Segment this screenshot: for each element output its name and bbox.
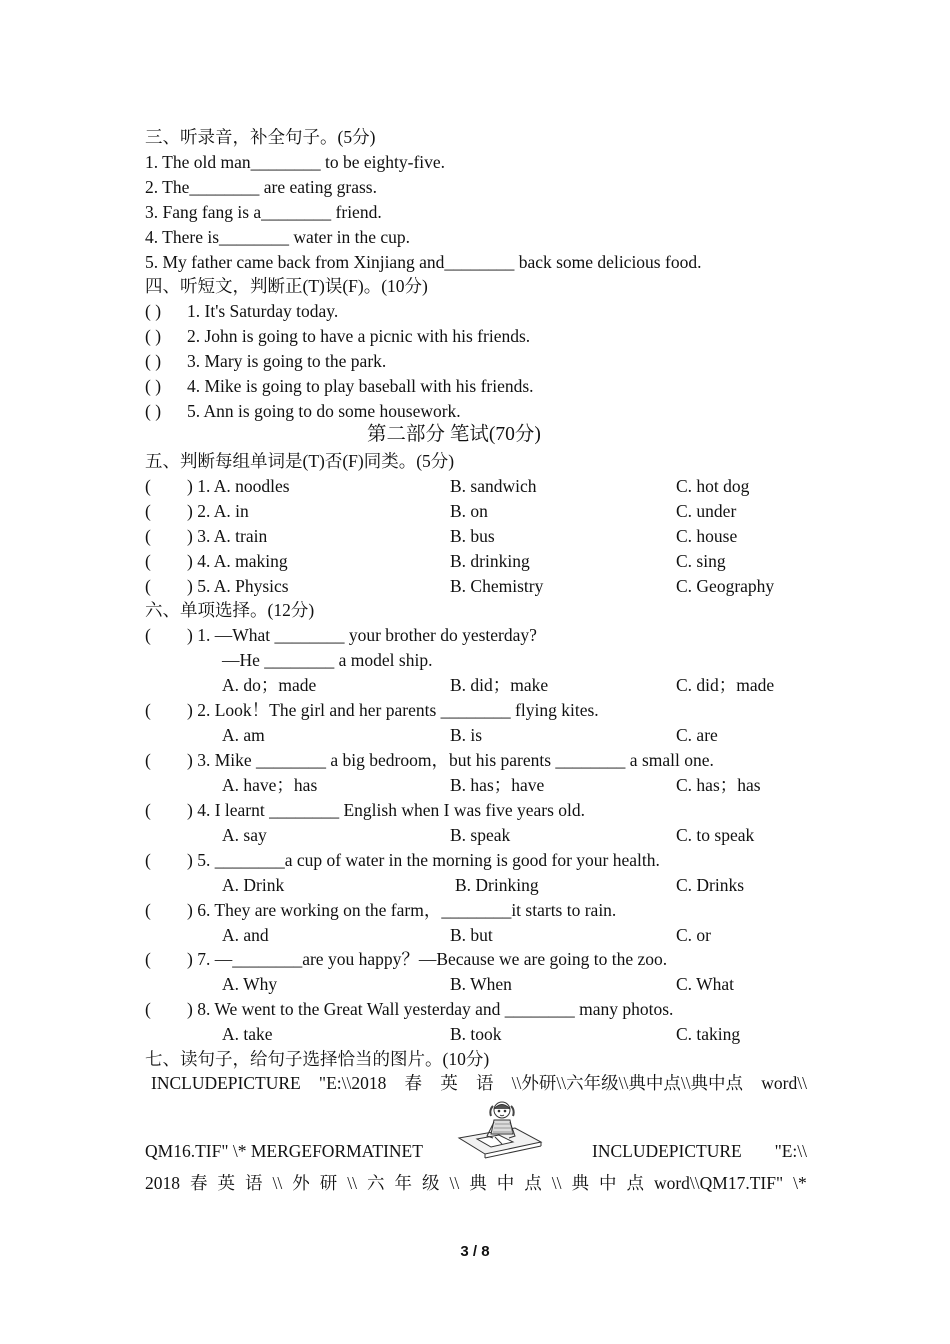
field-token: \\ bbox=[551, 1173, 562, 1193]
field-token: 中 bbox=[496, 1173, 515, 1193]
answer-paren: ( bbox=[145, 700, 151, 720]
field-token: 外 bbox=[292, 1173, 310, 1193]
answer-paren: ( ) bbox=[145, 351, 162, 371]
answer-paren: ( bbox=[145, 999, 151, 1019]
field-token: 年 bbox=[394, 1173, 412, 1193]
option-a: A. Why bbox=[222, 974, 278, 994]
option-c: C. Geography bbox=[676, 576, 775, 596]
option-a: ) 5. A. Physics bbox=[187, 576, 289, 596]
section3-item: 5. My father came back from Xinjiang and________ back some delicious food. bbox=[145, 252, 702, 272]
option-c: C. to speak bbox=[676, 825, 755, 845]
field-token: \\ bbox=[347, 1173, 357, 1193]
option-a: ) 2. A. in bbox=[187, 501, 249, 521]
option-b: B. drinking bbox=[450, 551, 530, 571]
field-token: 点 bbox=[626, 1173, 644, 1193]
field-code-line bbox=[151, 1071, 807, 1095]
section6-heading: 六、单项选择。(12分) bbox=[145, 600, 315, 620]
field-token: 研 bbox=[319, 1173, 338, 1193]
stem-text: ) 7. —________are you happy？—Because we are going to the zoo. bbox=[187, 949, 668, 969]
stem-text: ) 8. We went to the Great Wall yesterday and ________ many photos. bbox=[187, 999, 674, 1019]
option-a: ) 4. A. making bbox=[187, 551, 288, 571]
answer-paren: ( bbox=[145, 750, 151, 770]
item-text: 1. It's Saturday today. bbox=[187, 301, 339, 321]
stem-text: ) 2. Look！The girl and her parents ________ flying kites. bbox=[187, 700, 599, 720]
option-b: B. is bbox=[450, 725, 483, 745]
field-token: 典 bbox=[571, 1173, 589, 1193]
answer-paren: ( bbox=[145, 625, 151, 645]
stem-text: —He ________ a model ship. bbox=[222, 650, 433, 670]
option-b: B. Chemistry bbox=[450, 576, 544, 596]
section5-heading: 五、判断每组单词是(T)否(F)同类。(5分) bbox=[145, 451, 455, 471]
option-c: C. or bbox=[676, 925, 711, 945]
answer-paren: ( ) bbox=[145, 301, 162, 321]
option-c: C. under bbox=[676, 501, 737, 521]
stem-text: ) 4. I learnt ________ English when I was five years old. bbox=[187, 800, 586, 820]
answer-paren: ( ) bbox=[145, 376, 162, 396]
option-c: C. has；has bbox=[676, 775, 761, 795]
option-c: C. house bbox=[676, 526, 738, 546]
answer-paren: ( bbox=[145, 576, 151, 596]
answer-paren: ( bbox=[145, 526, 151, 546]
option-b: B. took bbox=[450, 1024, 502, 1044]
field-code-right bbox=[592, 1139, 807, 1163]
option-b: B. did；make bbox=[450, 675, 549, 695]
section3-item: 2. The________ are eating grass. bbox=[145, 177, 377, 197]
option-c: C. hot dog bbox=[676, 476, 750, 496]
field-token: 点 bbox=[524, 1173, 542, 1193]
field-token: 语 bbox=[475, 1073, 494, 1093]
answer-paren: ( bbox=[145, 900, 151, 920]
item-text: 5. Ann is going to do some housework. bbox=[187, 401, 461, 421]
part2-title: 第二部分 笔试(70分) bbox=[367, 424, 541, 445]
item-text: 4. Mike is going to play baseball with his friends. bbox=[187, 376, 534, 396]
answer-paren: ( ) bbox=[145, 326, 162, 346]
answer-paren: ( bbox=[145, 800, 151, 820]
page-number: 3 / 8 bbox=[460, 1243, 490, 1260]
field-code-line bbox=[145, 1171, 807, 1195]
answer-paren: ( bbox=[145, 850, 151, 870]
field-token: 2018 bbox=[145, 1173, 180, 1193]
field-token: 英 bbox=[217, 1173, 235, 1193]
field-token: INCLUDEPICTURE bbox=[151, 1073, 301, 1093]
stem-text: ) 1. —What ________ your brother do yesterday? bbox=[187, 625, 537, 645]
section4-heading: 四、听短文，判断正(T)误(F)。(10分) bbox=[145, 276, 428, 296]
option-c: C. What bbox=[676, 974, 735, 994]
option-c: C. Drinks bbox=[676, 875, 745, 895]
option-a: ) 3. A. train bbox=[187, 526, 268, 546]
stem-text: ) 5. ________a cup of water in the morning is good for your health. bbox=[187, 850, 660, 870]
option-a: A. am bbox=[222, 725, 265, 745]
girl-reading-book-icon bbox=[455, 1098, 543, 1160]
field-token: \\ bbox=[449, 1173, 460, 1193]
option-c: C. taking bbox=[676, 1024, 741, 1044]
stem-text: ) 6. They are working on the farm，________it starts to rain. bbox=[187, 900, 617, 920]
option-a: A. and bbox=[222, 925, 269, 945]
option-b: B. Drinking bbox=[455, 875, 539, 895]
section3-heading: 三、听录音，补全句子。(5分) bbox=[145, 127, 376, 147]
field-token: word\\ bbox=[761, 1073, 807, 1093]
field-token: 语 bbox=[245, 1173, 263, 1193]
field-token: "E:\\ bbox=[774, 1141, 807, 1161]
field-token: \\ bbox=[272, 1173, 283, 1193]
answer-paren: ( ) bbox=[145, 401, 162, 421]
option-b: B. has；have bbox=[450, 775, 545, 795]
option-a: A. Drink bbox=[222, 875, 285, 895]
option-a: ) 1. A. noodles bbox=[187, 476, 290, 496]
option-b: B. bus bbox=[450, 526, 495, 546]
option-b: B. speak bbox=[450, 825, 511, 845]
answer-paren: ( bbox=[145, 949, 151, 969]
option-a: A. do；made bbox=[222, 675, 317, 695]
option-b: B. sandwich bbox=[450, 476, 537, 496]
section3-item: 3. Fang fang is a________ friend. bbox=[145, 202, 382, 222]
item-text: 3. Mary is going to the park. bbox=[187, 351, 387, 371]
field-token: 中 bbox=[598, 1173, 617, 1193]
item-text: 2. John is going to have a picnic with his friends. bbox=[187, 326, 531, 346]
field-token: 级 bbox=[421, 1173, 440, 1193]
option-c: C. are bbox=[676, 725, 718, 745]
option-b: B. but bbox=[450, 925, 493, 945]
answer-paren: ( bbox=[145, 476, 151, 496]
field-token: 英 bbox=[440, 1073, 458, 1093]
option-a: A. take bbox=[222, 1024, 273, 1044]
field-token: \* bbox=[793, 1173, 807, 1193]
section3-item: 1. The old man________ to be eighty-five. bbox=[145, 152, 446, 172]
option-b: B. on bbox=[450, 501, 488, 521]
section3-item: 4. There is________ water in the cup. bbox=[145, 227, 411, 247]
option-a: A. have；has bbox=[222, 775, 318, 795]
option-a: A. say bbox=[222, 825, 267, 845]
answer-paren: ( bbox=[145, 501, 151, 521]
field-token: "E:\\2018 bbox=[318, 1073, 387, 1093]
option-c: C. did；made bbox=[676, 675, 775, 695]
field-token: \\外研\\六年级\\典中点\\典中点 bbox=[511, 1073, 744, 1093]
field-token: 春 bbox=[404, 1073, 423, 1093]
section7-heading: 七、读句子，给句子选择恰当的图片。(10分) bbox=[145, 1049, 490, 1069]
answer-paren: ( bbox=[145, 551, 151, 571]
field-token: INCLUDEPICTURE bbox=[592, 1141, 742, 1161]
option-c: C. sing bbox=[676, 551, 726, 571]
field-token: 典 bbox=[469, 1173, 487, 1193]
field-code-left: QM16.TIF" \* MERGEFORMATINET bbox=[145, 1141, 423, 1161]
field-token: 春 bbox=[190, 1173, 208, 1193]
field-token: 六 bbox=[366, 1173, 385, 1193]
stem-text: ) 3. Mike ________ a big bedroom，but his parents ________ a small one. bbox=[187, 750, 714, 770]
field-token: word\\QM17.TIF" bbox=[653, 1173, 784, 1193]
option-b: B. When bbox=[450, 974, 512, 994]
